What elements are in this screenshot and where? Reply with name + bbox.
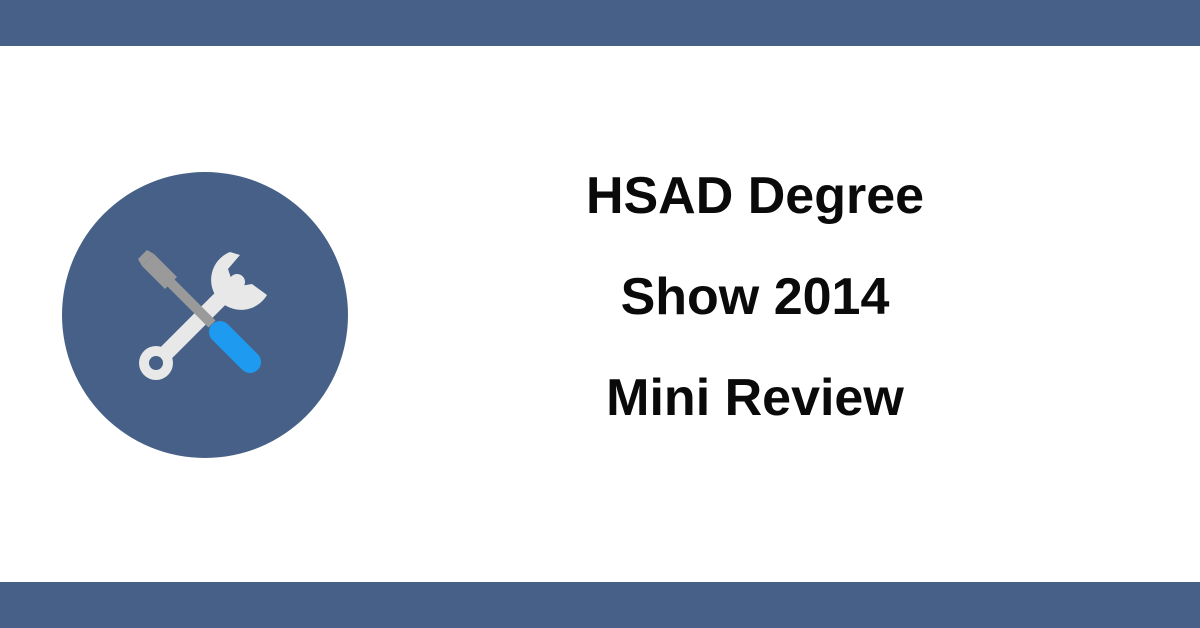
bottom-band xyxy=(0,582,1200,628)
top-band xyxy=(0,0,1200,46)
title-line-1: HSAD Degree xyxy=(585,167,925,225)
title-line-2: Show 2014 xyxy=(620,268,890,326)
tools-icon xyxy=(62,172,348,458)
banner-title xyxy=(520,167,990,427)
tools-icon-badge xyxy=(62,172,348,458)
title-line-3: Mini Review xyxy=(606,369,904,427)
